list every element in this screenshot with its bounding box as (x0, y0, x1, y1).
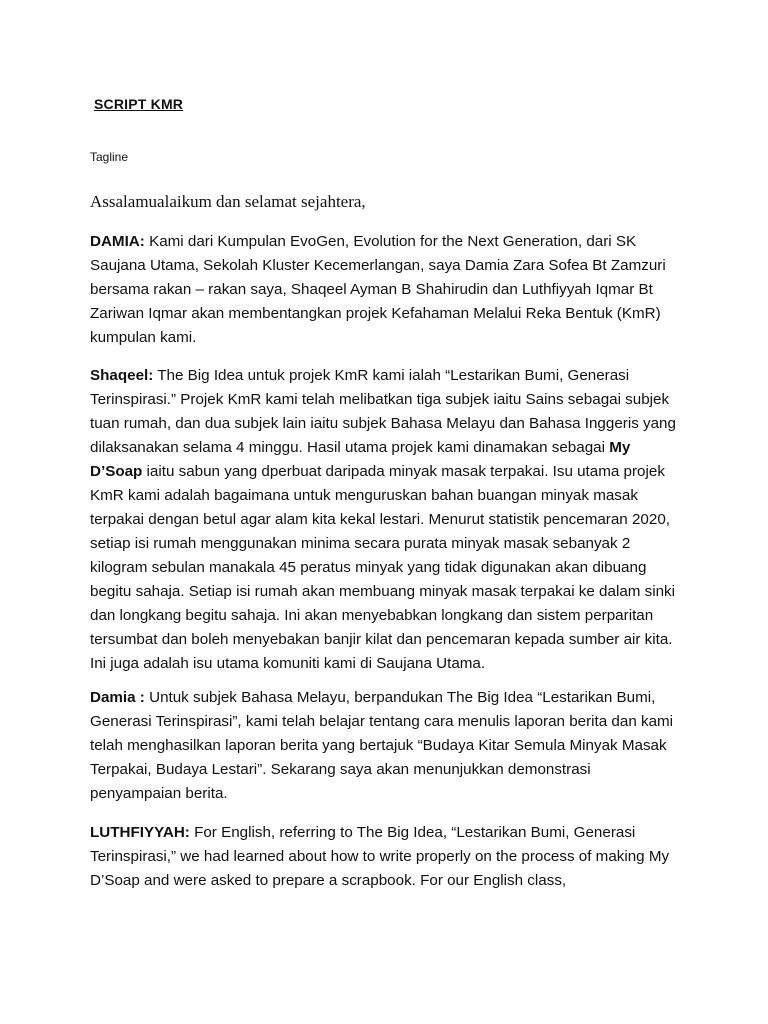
speaker-label: DAMIA: (90, 233, 145, 250)
speaker-label: LUTHFIYYAH: (90, 824, 190, 841)
paragraph-damia-bm (90, 686, 680, 806)
document-body (90, 94, 680, 893)
paragraph-luthfiyyah (90, 821, 680, 893)
paragraph-damia-intro (90, 230, 680, 350)
paragraph-text: The Big Idea untuk projek KmR kami ialah “Lestarikan Bumi, Generasi Terinspirasi.” Projek KmR kami telah melibatkan tiga subjek iaitu Sains sebagai subjek tuan rumah, dan dua subjek lain iaitu subjek Bahasa Melayu dan Bahasa Inggeris yang dilaksanakan selama 4 minggu. Hasil utama projek kami dinamakan sebagai (90, 367, 676, 456)
speaker-label: Shaqeel: (90, 367, 154, 384)
paragraph-text: iaitu sabun yang dperbuat daripada minyak masak terpakai. Isu utama projek KmR kami adalah bagaimana untuk menguruskan bahan buangan minyak masak terpakai dengan betul agar alam kita kekal lestari. Menurut statistik pencemaran 2020, setiap isi rumah menggunakan minima secara purata minyak masak sebanyak 2 kilogram sebulan manakala 45 peratus minyak yang tidak digunakan akan dibuang begitu sahaja. Setiap isi rumah akan membuang minyak masak terpakai ke dalam sinki dan longkang begitu sahaja. Ini akan menyebabkan longkang dan sistem perparitan tersumbat dan boleh menyebakan banjir kilat dan pencemaran kepada sumber air kita. Ini juga adalah isu utama komuniti kami di Saujana Utama. (90, 463, 676, 672)
paragraph-text: For English, referring to The Big Idea, “Lestarikan Bumi, Generasi Terinspirasi,” we had learned about how to write properly on the process of making My D’Soap and were asked to prepare a scrapbook. For our English class, (90, 824, 670, 889)
speaker-label: Damia : (90, 689, 145, 706)
tagline-label: Tagline (90, 150, 129, 164)
paragraph-text: Kami dari Kumpulan EvoGen, Evolution for the Next Generation, dari SK Saujana Utama, Sekolah Kluster Kecemerlangan, saya Damia Zara Sofea Bt Zamzuri bersama rakan – rakan saya, Shaqeel Ayman B Shahirudin dan Luthfiyyah Iqmar Bt Zariwan Iqmar akan membentangkan projek Kefahaman Melalui Reka Bentuk (KmR) kumpulan kami. (90, 233, 666, 346)
paragraph-shaqeel (90, 364, 680, 676)
product-name: My D’Soap (90, 439, 631, 480)
paragraph-text: Untuk subjek Bahasa Melayu, berpandukan The Big Idea “Lestarikan Bumi, Generasi Terinspirasi”, kami telah belajar tentang cara menulis laporan berita dan kami telah menghasilkan laporan berita yang bertajuk “Budaya Kitar Semula Minyak Masak Terpakai, Budaya Lestari”. Sekarang saya akan menunjukkan demonstrasi penyampaian berita. (90, 689, 674, 802)
greeting-line: Assalamualaikum dan selamat sejahtera, (90, 192, 366, 211)
document-title: SCRIPT KMR (94, 96, 184, 112)
